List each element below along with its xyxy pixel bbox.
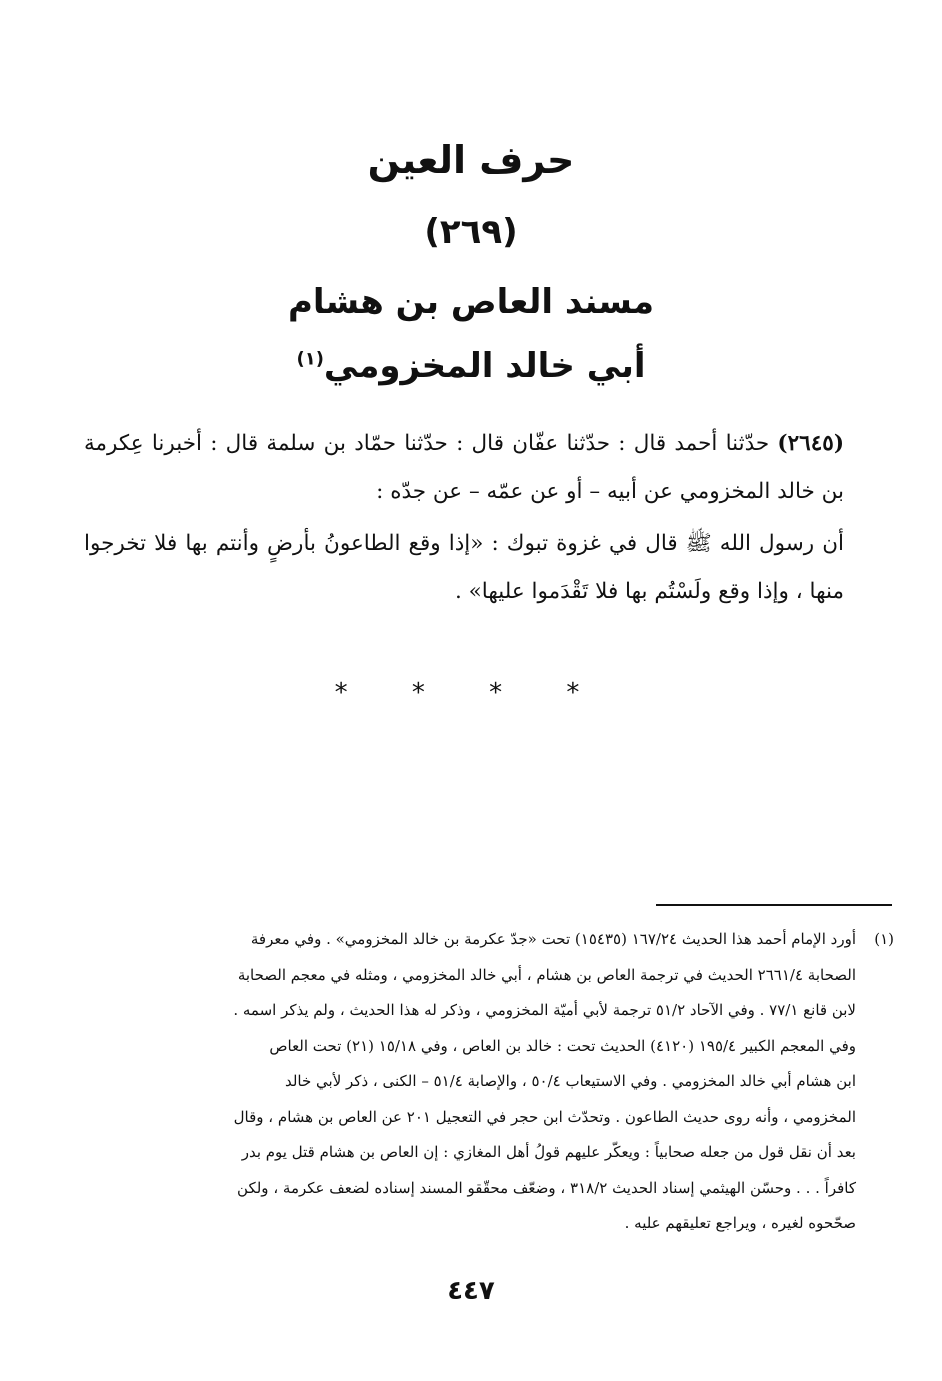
footnote-line: بعد أن نقل قول من جعله صحابياً : ويعكّر عليهم قولُ أهل المغازي : إن العاص بن هشام قتل يوم بدر [241, 1143, 856, 1161]
section-separator: * * * * [334, 678, 608, 708]
footnote-line: كافراً . . . وحسّن الهيثمي إسناد الحديث ٣١٨/٢ ، وضعّف محقّقو المسند إسناده لضعف عكرمة ، ولكن [237, 1178, 856, 1197]
footnote-line: ابن هشام أبي خالد المخزومي . وفي الاستيعاب ٥٠/٤ ، والإصابة ٥١/٤ – الكنى ، ذكر لأبي خالد [284, 1072, 856, 1090]
musnad-subtitle-text: أبي خالد المخزومي [323, 346, 646, 386]
footnote-line: المخزومي ، وأنه روى حديث الطاعون . وتحدّث ابن حجر في التعجيل ٢٠١ عن العاص بن هشام ، وقال [233, 1107, 856, 1126]
hadith-number: (٢٦٤٥) [777, 431, 844, 456]
footnote-divider [656, 904, 892, 906]
entry-number: (٢٦٩) [424, 212, 518, 252]
footnote-line: لابن قانع ٧٧/١ . وفي الآحاد ٥١/٢ ترجمة لأبي أميّة المخزومي ، وذكر له هذا الحديث ، ولم يذكر اسمه . [233, 1001, 856, 1019]
footnote [92, 922, 892, 1242]
footnote-line: وفي المعجم الكبير ١٩٥/٤ (٤١٢٠) الحديث تحت : خالد بن العاص ، وفي ١٥/١٨ (٢١) تحت العاص [269, 1036, 856, 1055]
musnad-subtitle [0, 346, 942, 386]
footnote-line: الصحابة ٢٦٦١/٤ الحديث في ترجمة العاص بن هشام ، أبي خالد المخزومي ، ومثله في معجم الصحابة [237, 965, 856, 984]
footnote-line: صحّحوه لغيره ، ويراجع تعليقهم عليه . [624, 1214, 856, 1232]
footnote-line: أورد الإمام أحمد هذا الحديث ١٦٧/٢٤ (١٥٤٣٥) تحت «جدّ عكرمة بن خالد المخزومي» . وفي معرفة [250, 930, 856, 948]
hadith-isnad-text: حدّثنا أحمد قال : حدّثنا عفّان قال : حدّثنا حمّاد بن سلمة قال : أخبرنا عِكرمة بن خالد المخزومي عن أبيه – أو عن عمّه – عن جدّه : [84, 431, 844, 504]
footnote-reference: (١) [296, 348, 324, 370]
hadith-isnad [84, 420, 844, 516]
hadith-matn: أن رسول الله ﷺ قال في غزوة تبوك : «إذا وقع الطاعونُ بأرضٍ وأنتم بها فلا تخرجوا منها ، وإذا وقع ولَسْتُم بها فلا تَقْدَموا عليها» . [84, 531, 844, 604]
page-number: ٤٤٧ [447, 1276, 495, 1306]
musnad-title: مسند العاص بن هشام [287, 282, 654, 322]
chapter-title: حرف العين [367, 138, 575, 182]
footnote-marker: (١) [874, 930, 894, 948]
